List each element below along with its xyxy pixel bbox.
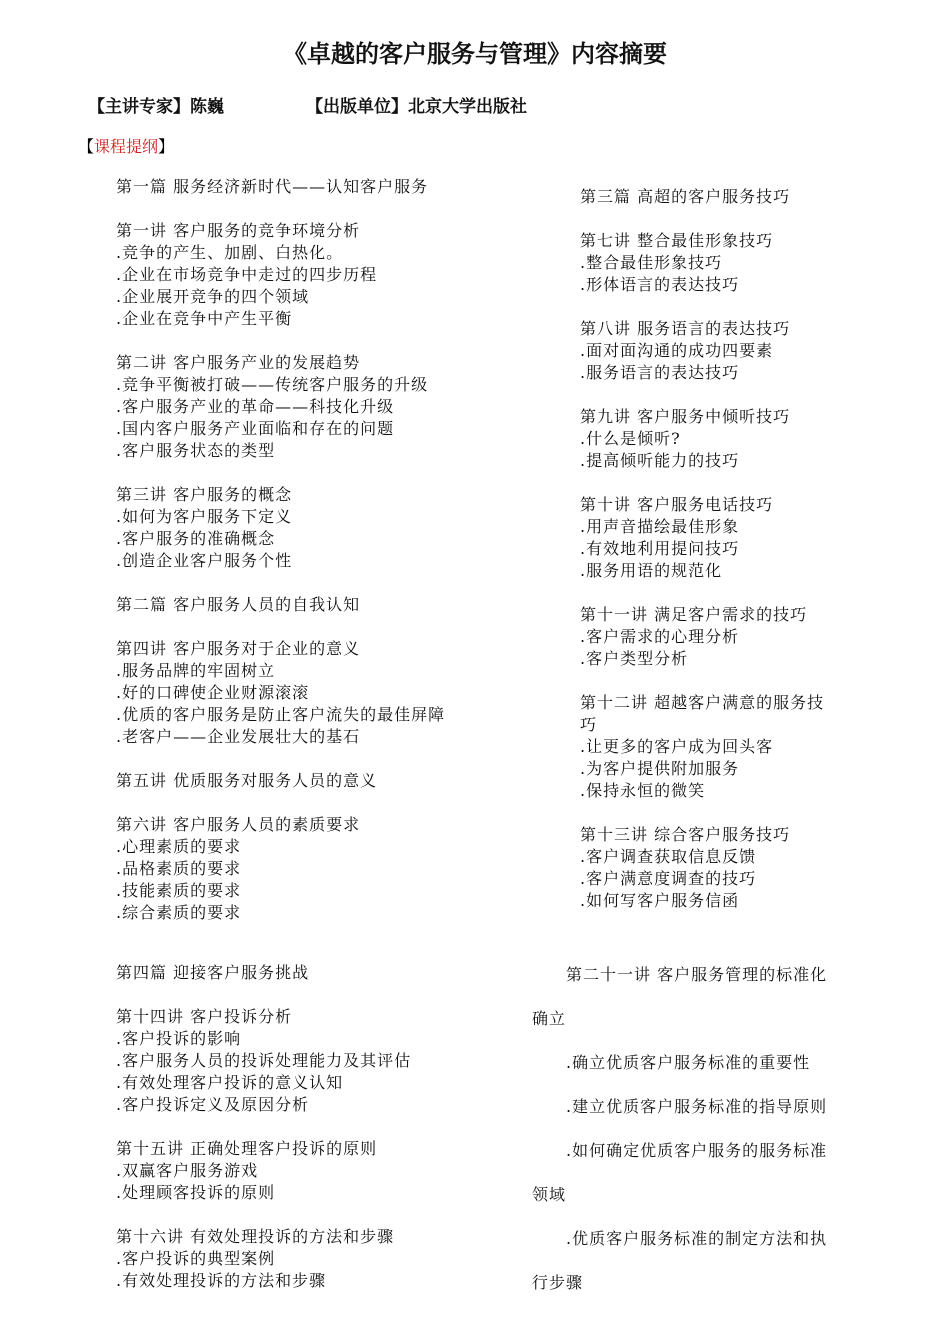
outline-line: 巧	[580, 715, 598, 734]
outline-line: .有效处理客户投诉的意义认知	[116, 1073, 344, 1092]
outline-line: 第八讲 服务语言的表达技巧	[580, 319, 791, 338]
outline-line: 第十三讲 综合客户服务技巧	[580, 825, 791, 844]
outline-line: .服务语言的表达技巧	[580, 363, 740, 382]
column-part-3	[580, 186, 824, 912]
outline-line: .有效处理投诉的方法和步骤	[116, 1271, 327, 1290]
blank-line	[580, 582, 824, 604]
blank-line	[116, 984, 411, 1006]
outline-line: 第十六讲 有效处理投诉的方法和步骤	[116, 1227, 395, 1246]
col4-line: .建立优质客户服务标准的指导原则	[566, 1097, 828, 1116]
outline-line: .好的口碑使企业财源滚滚	[116, 683, 310, 702]
outline-line: .客户投诉的影响	[116, 1029, 242, 1048]
outline-line: .形体语言的表达技巧	[580, 275, 740, 294]
outline-line: .客户服务状态的类型	[116, 441, 276, 460]
blank-line	[580, 802, 824, 824]
outline-line: .提高倾听能力的技巧	[580, 451, 740, 470]
outline-line: 第五讲 优质服务对服务人员的意义	[116, 771, 378, 790]
outline-line: .企业展开竞争的四个领域	[116, 287, 310, 306]
outline-line: .为客户提供附加服务	[580, 759, 740, 778]
outline-line: .让更多的客户成为回头客	[580, 737, 774, 756]
column-part-1-2	[116, 176, 445, 924]
outline-line: .如何为客户服务下定义	[116, 507, 293, 526]
outline-line: .服务品牌的牢固树立	[116, 661, 276, 680]
outline-line: .如何写客户服务信函	[580, 891, 740, 910]
publisher-label: 【出版单位】北京大学出版社	[306, 97, 527, 117]
outline-line: .面对面沟通的成功四要素	[580, 341, 774, 360]
outline-line: 第七讲 整合最佳形象技巧	[580, 231, 774, 250]
outline-line: 第二篇 客户服务人员的自我认知	[116, 595, 361, 614]
col4-line: 确立	[532, 1009, 567, 1028]
outline-line: .客户需求的心理分析	[580, 627, 740, 646]
outline-line: .老客户——企业发展壮大的基石	[116, 727, 361, 746]
outline-line: .客户投诉的典型案例	[116, 1249, 276, 1268]
outline-line: .保持永恒的微笑	[580, 781, 706, 800]
outline-line: .客户服务人员的投诉处理能力及其评估	[116, 1051, 412, 1070]
outline-line: 第一篇 服务经济新时代——认知客户服务	[116, 177, 429, 196]
blank-line	[116, 330, 445, 352]
col4-line: .如何确定优质客户服务的服务标准	[566, 1141, 828, 1160]
blank-line	[580, 208, 824, 230]
outline-line: .用声音描绘最佳形象	[580, 517, 740, 536]
course-outline-heading	[78, 134, 174, 157]
outline-line: .整合最佳形象技巧	[580, 253, 723, 272]
outline-line: .技能素质的要求	[116, 881, 242, 900]
blank-line	[116, 198, 445, 220]
outline-line: .处理顾客投诉的原则	[116, 1183, 276, 1202]
blank-line	[580, 296, 824, 318]
outline-line: 第十五讲 正确处理客户投诉的原则	[116, 1139, 378, 1158]
outline-line: .企业在市场竞争中走过的四步历程	[116, 265, 378, 284]
blank-line	[116, 1116, 411, 1138]
outline-line: .有效地利用提问技巧	[580, 539, 740, 558]
outline-line: .什么是倾听?	[580, 429, 681, 448]
outline-line: 第十讲 客户服务电话技巧	[580, 495, 774, 514]
blank-line	[116, 616, 445, 638]
outline-line: 第六讲 客户服务人员的素质要求	[116, 815, 361, 834]
outline-line: .国内客户服务产业面临和存在的问题	[116, 419, 395, 438]
blank-line	[580, 472, 824, 494]
blank-line	[116, 572, 445, 594]
outline-label: 课程提纲	[94, 137, 159, 156]
outline-line: .客户服务的准确概念	[116, 529, 276, 548]
outline-line: 第十一讲 满足客户需求的技巧	[580, 605, 808, 624]
outline-line: .心理素质的要求	[116, 837, 242, 856]
outline-line: .创造企业客户服务个性	[116, 551, 293, 570]
outline-line: 第一讲 客户服务的竞争环境分析	[116, 221, 361, 240]
blank-line	[116, 792, 445, 814]
col4-line: .确立优质客户服务标准的重要性	[566, 1053, 811, 1072]
outline-line: .竞争平衡被打破——传统客户服务的升级	[116, 375, 429, 394]
outline-line: .竞争的产生、加剧、白热化。	[116, 243, 344, 262]
col4-line: 行步骤	[532, 1273, 584, 1292]
bracket-close: 】	[158, 137, 175, 156]
meta-line	[88, 92, 527, 117]
outline-line: 第十四讲 客户投诉分析	[116, 1007, 293, 1026]
outline-line: .品格素质的要求	[116, 859, 242, 878]
outline-line: .客户调查获取信息反馈	[580, 847, 757, 866]
outline-line: .客户满意度调查的技巧	[580, 869, 757, 888]
blank-line	[580, 384, 824, 406]
col4-line: 第二十一讲 客户服务管理的标准化	[566, 965, 828, 984]
col4-line: .优质客户服务标准的制定方法和执	[566, 1229, 828, 1248]
col4-line: 领域	[532, 1185, 567, 1204]
outline-line: 第九讲 客户服务中倾听技巧	[580, 407, 791, 426]
document-title: 《卓越的客户服务与管理》内容摘要	[283, 40, 667, 68]
outline-line: 第三篇 高超的客户服务技巧	[580, 187, 791, 206]
outline-line: 第四篇 迎接客户服务挑战	[116, 963, 310, 982]
outline-line: .双赢客户服务游戏	[116, 1161, 259, 1180]
outline-line: .客户投诉定义及原因分析	[116, 1095, 310, 1114]
outline-line: 第二讲 客户服务产业的发展趋势	[116, 353, 361, 372]
expert-label: 【主讲专家】陈巍	[88, 97, 224, 117]
outline-line: .企业在竞争中产生平衡	[116, 309, 293, 328]
outline-line: 第十二讲 超越客户满意的服务技	[580, 693, 825, 712]
column-part-4	[116, 962, 411, 1292]
blank-line	[116, 1204, 411, 1226]
outline-line: .客户服务产业的革命——科技化升级	[116, 397, 395, 416]
bracket-open: 【	[78, 137, 95, 156]
outline-line: .客户类型分析	[580, 649, 689, 668]
blank-line	[116, 462, 445, 484]
outline-line: .综合素质的要求	[116, 903, 242, 922]
blank-line	[580, 670, 824, 692]
outline-line: 第三讲 客户服务的概念	[116, 485, 293, 504]
blank-line	[116, 748, 445, 770]
outline-line: .服务用语的规范化	[580, 561, 723, 580]
outline-line: .优质的客户服务是防止客户流失的最佳屏障	[116, 705, 446, 724]
outline-line: 第四讲 客户服务对于企业的意义	[116, 639, 361, 658]
